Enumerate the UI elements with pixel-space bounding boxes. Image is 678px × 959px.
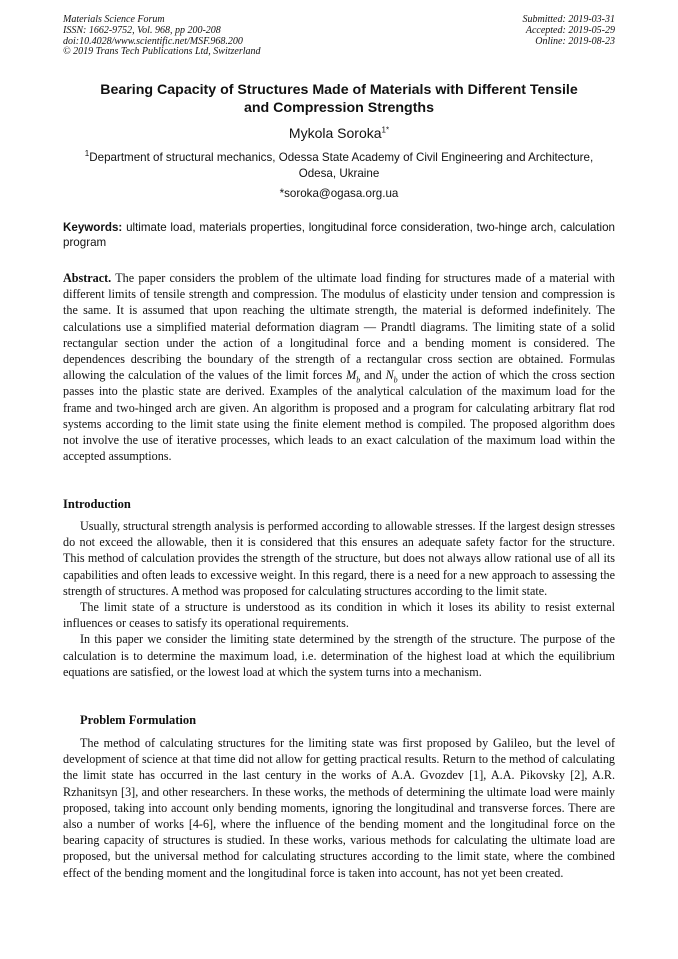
author-superscript: 1* [381, 125, 390, 135]
paragraph: Usually, structural strength analysis is performed according to allowable stresses. If the largest design stresses do not exceed the allowable, then it is considered that this ensures an adequate safety factor for the structure. This method of calculation provides the strength of the structure, but does not always allow rational use of all its capabilities and often leads to excessive weight. In this regard, there is a need for a new approach to assessing the strength of structures. A method was proposed for calculating structures according to the limit state. [63, 519, 615, 598]
keywords [63, 220, 615, 250]
abstract [63, 270, 615, 464]
abstract-text-1: The paper considers the problem of the ultimate load finding for structures made of a material with different limits of tensile strength and compression. The modulus of elasticity under tension and compression is the same. It is assumed that upon reaching the ultimate strength, the material is deformed indefinitely. The calculations use a simplified material deformation diagram — Prandtl diagrams. The limiting state of a solid rectangular section under the action of a longitudinal force and a bending moment is considered. The dependences describing the boundary of the strength of a rectangular cross section are obtained. Formulas allowing the calculation of the values of the limit forces [63, 271, 615, 383]
affiliation [80, 150, 598, 182]
abstract-and: and [364, 368, 382, 383]
introduction-heading: Introduction [63, 497, 131, 511]
introduction-body [63, 518, 615, 680]
abstract-text-2: under the action of which the cross section passes into the plastic state are derived. Examples of the analytical calculation of the maximum load for the frame and two-hinged arch are given. An algorithm is proposed and a program for calculating arbitrary flat rod systems according to the limit state using the finite element method is compiled. The proposed algorithm does not involve the use of iterative processes, which leads to an exact calculation of the maximum load within the accepted assumptions. [63, 368, 615, 464]
keywords-label: Keywords: [63, 221, 123, 234]
abstract-label: Abstract. [63, 271, 112, 285]
math-n-b: $N_b$ [385, 368, 398, 385]
accepted-date: Accepted: 2019-05-29 [525, 24, 615, 36]
copyright-line: © 2019 Trans Tech Publications Ltd, Switzerland [63, 46, 261, 58]
issn-line: ISSN: 1662-9752, Vol. 968, pp 200-208 [63, 24, 221, 36]
submitted-date: Submitted: 2019-03-31 [522, 14, 615, 25]
math-m-b: $M_b$ [346, 368, 361, 385]
paragraph: The method of calculating structures for the limiting state was first proposed by Galileo, but the level of development of science at that time did not allow for getting practical results. Return to the method of calculating the limit state has occurred in the last century in the works of A.A. Gvozdev [1], A.A. Pikovsky [2], A.R. Rzhanitsyn [3], and other researchers. In these works, the methods of determining the ultimate load were mainly proposed, taking into account only bending moments, ignoring the longitudinal and transverse forces. There are also a number of works [4-6], where the influence of the bending moment and the longitudinal force on the bearing capacity of structures is studied. In these works, various methods for calculating the ultimate load are proposed, but the universal method for calculating structures according to the limit state, where the combined effect of the bending moment and the longitudinal force is taken into account, has not yet been created. [63, 736, 615, 880]
dates-info [523, 15, 616, 47]
author-email: *soroka@ogasa.org.ua [279, 187, 399, 200]
paragraph: The limit state of a structure is understood as its condition in which it loses its ability to resist external influences or ceases to satisfy its operational requirements. [63, 600, 615, 631]
journal-name: Materials Science Forum [63, 14, 165, 25]
journal-info [63, 15, 261, 58]
problem-formulation-heading: Problem Formulation [80, 713, 197, 727]
title-line-1: Bearing Capacity of Structures Made of Materials with Different Tensile [100, 82, 578, 98]
doi-line: doi:10.4028/www.scientific.net/MSF.968.200 [63, 35, 243, 47]
affiliation-text: Department of structural mechanics, Odessa State Academy of Civil Engineering and Architecture, Odesa, Ukraine [89, 151, 594, 180]
affiliation-superscript: 1 [84, 149, 90, 159]
author-name: Mykola Soroka [288, 125, 382, 141]
problem-formulation-body [63, 735, 615, 881]
title-line-2: and Compression Strengths [244, 99, 434, 116]
online-date: Online: 2019-08-23 [535, 35, 615, 47]
author [63, 124, 615, 142]
keywords-text: ultimate load, materials properties, longitudinal force consideration, two-hinge arch, calculation program [63, 221, 615, 249]
paper-title [63, 82, 615, 117]
paragraph: In this paper we consider the limiting state determined by the strength of the structure. The purpose of the calculation is to determine the maximum load, i.e. determination of the highest load at which the equilibrium equations are satisfied, or the lowest load at which the system turns into a mechanism. [63, 632, 615, 679]
